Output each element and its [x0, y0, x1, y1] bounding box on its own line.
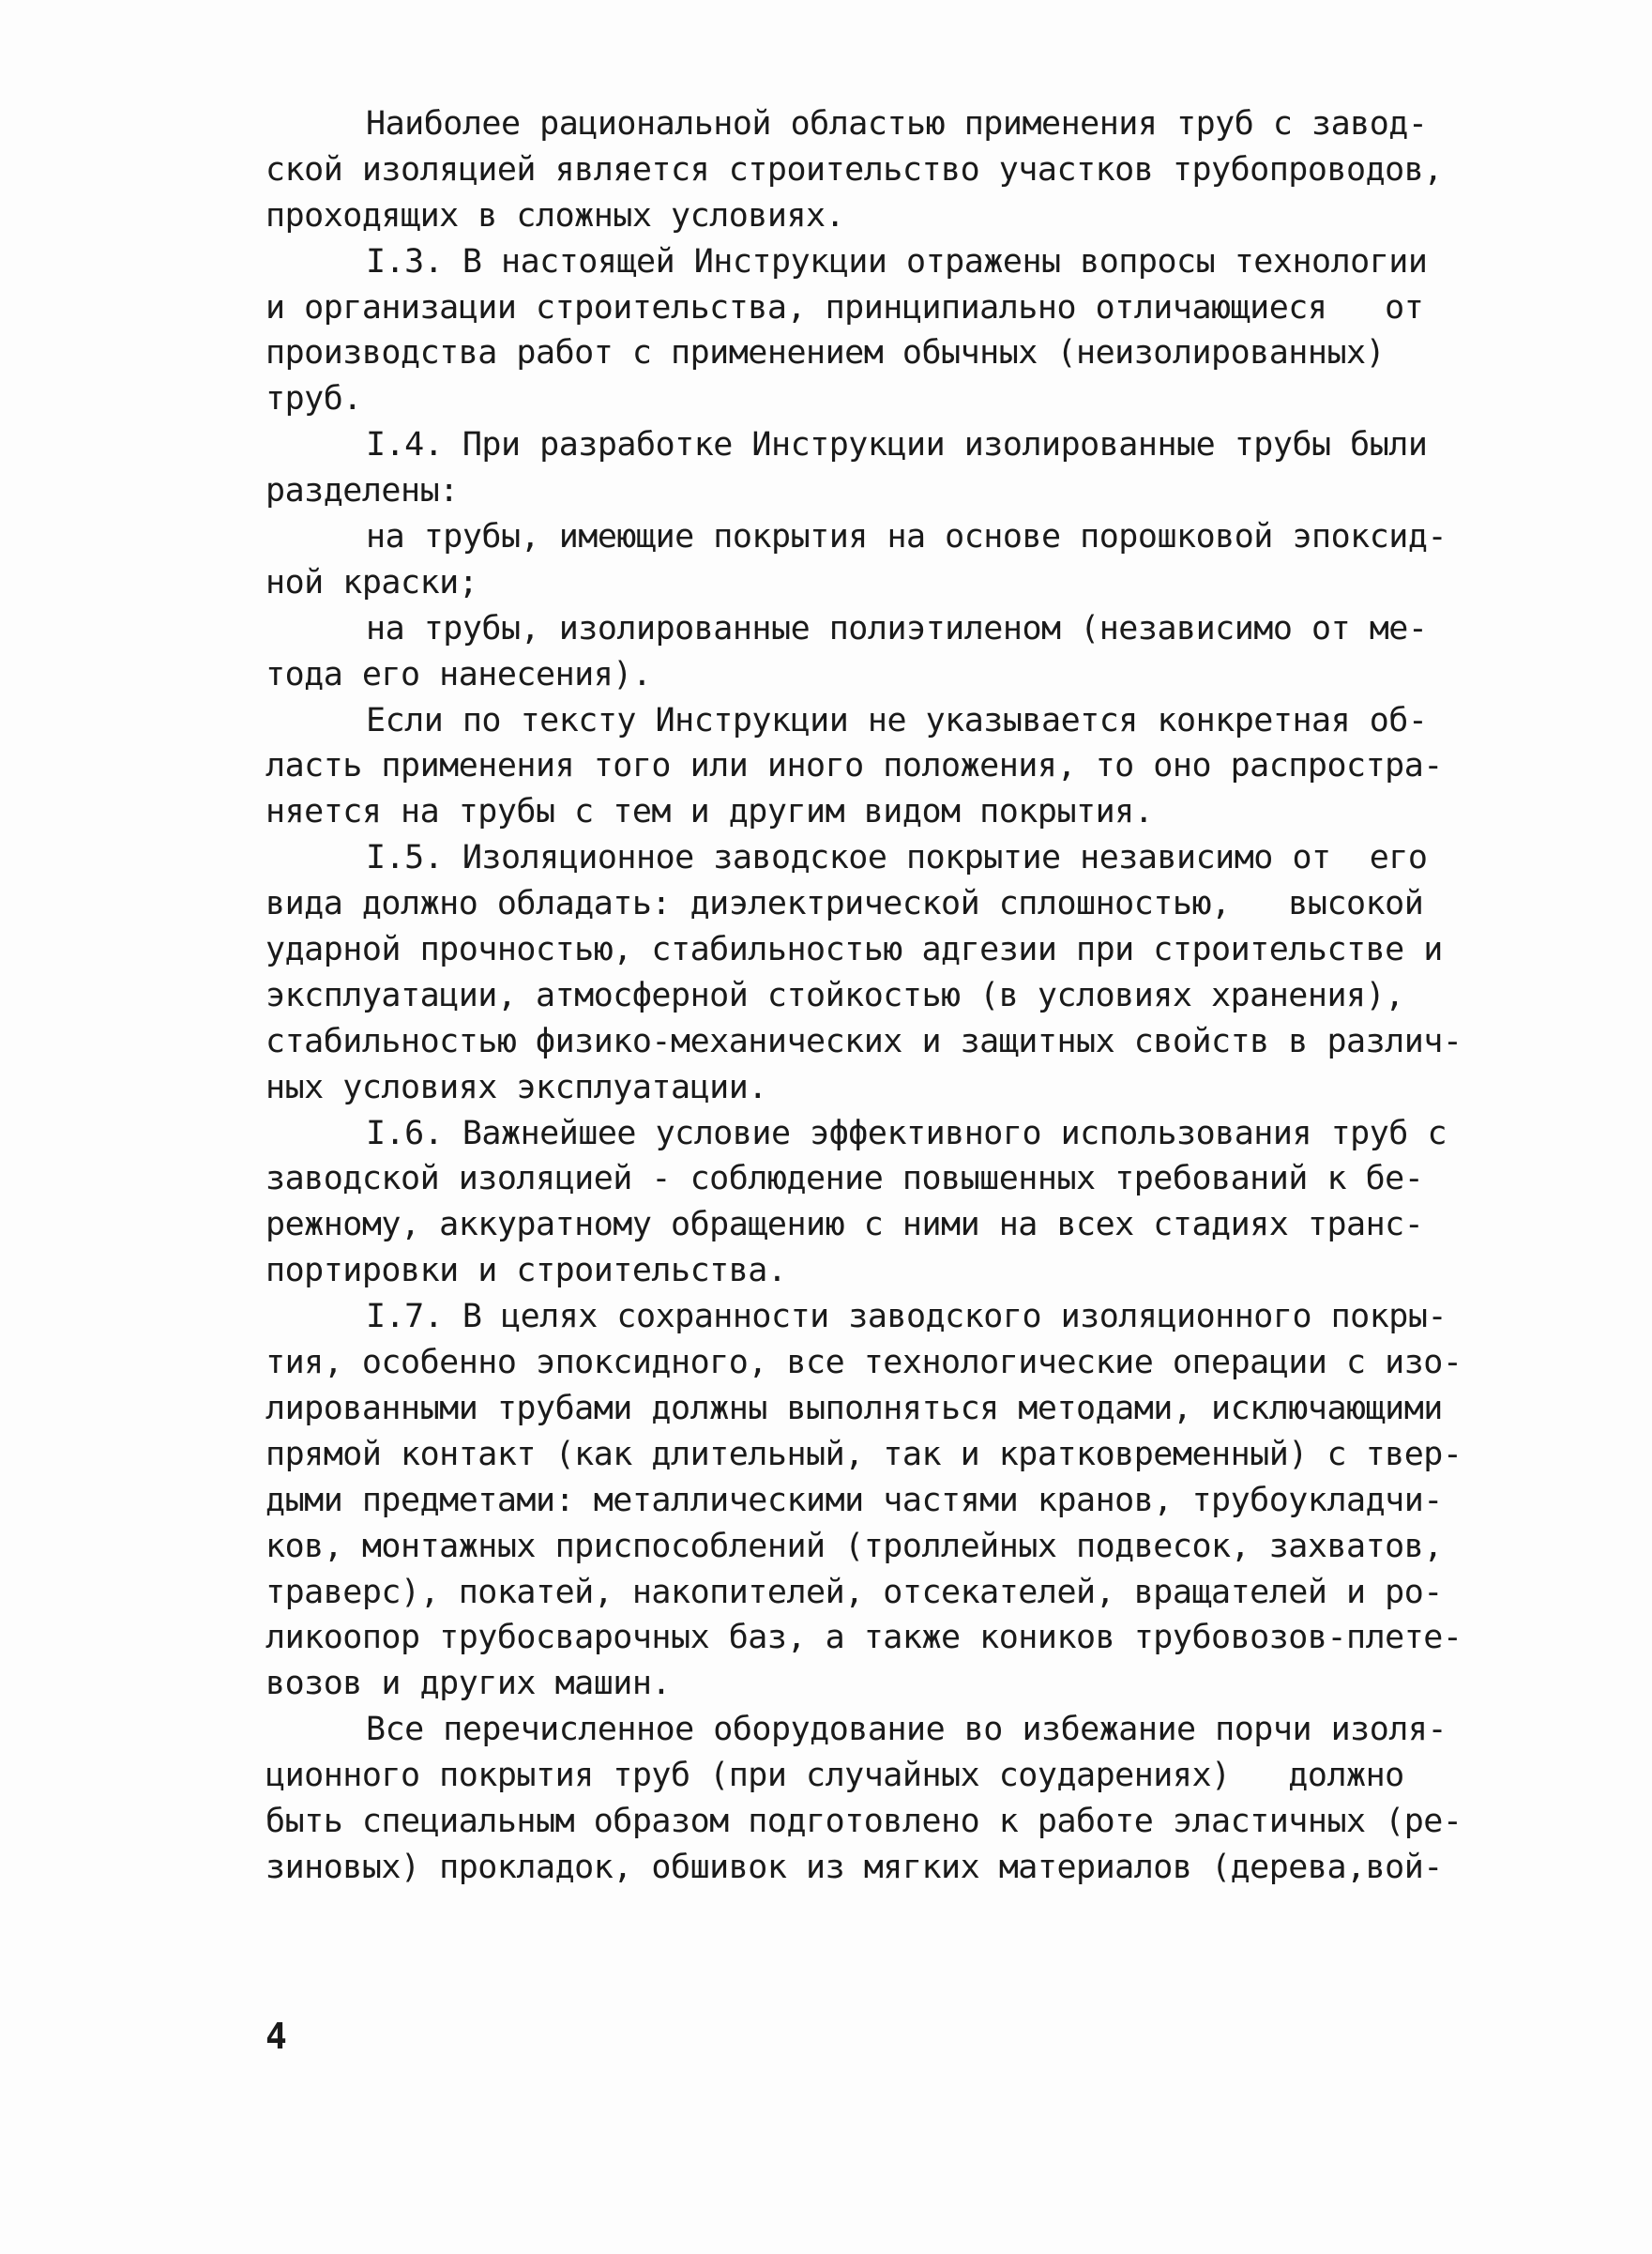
text-line: ков, монтажных приспособлений (троллейных подвесок, захватов, [265, 1527, 1443, 1565]
text-line: I.3. В настоящей Инструкции отражены вопросы технологии [366, 242, 1428, 281]
text-line: I.6. Важнейшее условие эффективного использования труб с [366, 1114, 1447, 1152]
text-line: няется на трубы с тем и другим видом покрытия. [265, 793, 1154, 831]
text-line: I.5. Изоляционное заводское покрытие независимо от его [366, 839, 1428, 877]
text-line: дыми предметами: металлическими частями кранов, трубоукладчи- [265, 1481, 1443, 1519]
text-line: быть специальным образом подготовлено к работе эластичных (ре- [265, 1802, 1463, 1840]
text-line: ударной прочностью, стабильностью адгезии при строительстве и [265, 931, 1443, 969]
text-line: вида должно обладать: диэлектрической сплошностью, высокой [265, 885, 1424, 923]
text-line: заводской изоляцией - соблюдение повышенных требований к бе- [265, 1160, 1424, 1198]
text-line: I.4. При разработке Инструкции изолированные трубы были [366, 426, 1428, 465]
text-line: проходящих в сложных условиях. [265, 196, 845, 235]
body-text [265, 101, 1463, 1891]
text-line: возов и других машин. [265, 1665, 672, 1703]
text-line: эксплуатации, атмосферной стойкостью (в условиях хранения), [265, 976, 1404, 1014]
text-line: ционного покрытия труб (при случайных соударениях) должно [265, 1757, 1404, 1795]
text-line: зиновых) прокладок, обшивок из мягких материалов (дерева,вой- [265, 1848, 1443, 1886]
text-line: Если по тексту Инструкции не указывается конкретная об- [366, 701, 1428, 739]
page-number: 4 [265, 2016, 287, 2057]
text-line: ликоопор трубосварочных баз, а также коников трубовозов-плете- [265, 1619, 1463, 1657]
text-line: ской изоляцией является строительство участков трубопроводов, [265, 150, 1443, 189]
text-line: труб. [265, 380, 362, 419]
text-line: ных условиях эксплуатации. [265, 1068, 767, 1106]
text-line: ласть применения того или иного положения, то оно распростра- [265, 747, 1443, 785]
text-line: прямой контакт (как длительный, так и кратковременный) с твер- [265, 1435, 1463, 1473]
text-line: ной краски; [265, 563, 478, 602]
text-line: I.7. В целях сохранности заводского изоляционного покры- [366, 1298, 1447, 1336]
text-line: Все перечисленное оборудование во избежание порчи изоля- [366, 1711, 1447, 1749]
text-line: траверс), покатей, накопителей, отсекателей, вращателей и ро- [265, 1573, 1443, 1611]
text-line: на трубы, имеющие покрытия на основе порошковой эпоксид- [366, 518, 1447, 556]
text-line: тия, особенно эпоксидного, все технологические операции с изо- [265, 1344, 1463, 1382]
text-line: Наиболее рациональной областью применения труб с завод- [366, 105, 1428, 143]
text-line: режному, аккуратному обращению с ними на всех стадиях транс- [265, 1206, 1424, 1244]
text-line: разделены: [265, 472, 459, 510]
text-line: тода его нанесения). [265, 655, 652, 693]
text-line: на трубы, изолированные полиэтиленом (независимо от ме- [366, 609, 1428, 647]
text-line: стабильностью физико-механических и защитных свойств в различ- [265, 1022, 1463, 1060]
text-line: производства работ с применением обычных (неизолированных) [265, 334, 1386, 373]
text-line: и организации строительства, принципиально отличающиеся от [265, 288, 1424, 327]
text-line: портировки и строительства. [265, 1252, 787, 1290]
text-line: лированными трубами должны выполняться методами, исключающими [265, 1389, 1443, 1427]
